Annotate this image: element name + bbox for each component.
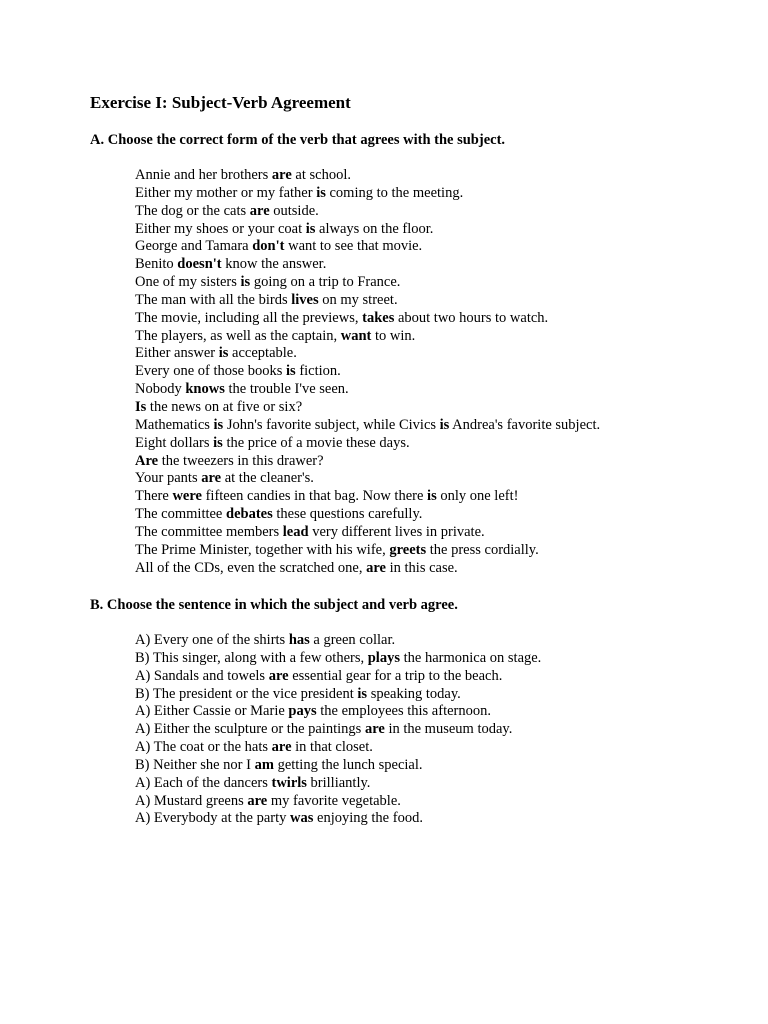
verb-answer: pays: [288, 703, 317, 720]
sentence-text: the trouble I've seen.: [224, 381, 349, 398]
sentence-text: The committee: [135, 506, 226, 523]
sentence-text: a green collar.: [309, 632, 396, 648]
verb-answer: are: [249, 202, 270, 219]
verb-answer: are: [271, 739, 292, 756]
sentence-text: the employees this afternoon.: [316, 703, 491, 720]
sentence-text: A) Either Cassie or Marie: [135, 703, 289, 720]
sentence-text: brilliantly.: [306, 774, 371, 791]
item-sentence: [135, 203, 319, 221]
item-sentence: [135, 739, 373, 757]
sentence-text: getting the lunch special.: [273, 756, 423, 773]
sentence-text: The man with all the birds: [135, 291, 292, 308]
verb-answer: Is: [135, 398, 147, 415]
verb-answer: is: [286, 363, 296, 380]
sentence-text: The players, as well as the captain,: [135, 327, 341, 344]
verb-answer: twirls: [271, 774, 307, 791]
item-sentence: [135, 292, 398, 310]
sentence-text: A) Everybody at the party: [135, 810, 291, 827]
verb-answer: is: [218, 345, 229, 362]
item-sentence: [135, 470, 314, 488]
item-sentence: [135, 650, 541, 668]
sentence-text: A) Every one of the shirts: [135, 632, 289, 648]
verb-answer: is: [357, 685, 368, 702]
verb-answer: are: [366, 559, 386, 576]
verb-answer: has: [288, 632, 310, 648]
verb-answer: want: [340, 327, 372, 344]
verb-answer: debates: [226, 506, 273, 523]
item-sentence: [135, 417, 600, 435]
sentence-text: the press cordially.: [426, 541, 539, 558]
sentence-text: the harmonica on stage.: [399, 649, 542, 666]
item-sentence: [135, 453, 324, 471]
item-sentence: [135, 399, 302, 417]
sentence-text: The Prime Minister, together with his wife,: [135, 541, 390, 558]
sentence-text: speaking today.: [367, 685, 461, 702]
item-sentence: [135, 221, 433, 239]
item-sentence: [135, 542, 539, 560]
item-sentence: [135, 810, 423, 828]
sentence-text: acceptable.: [228, 345, 297, 362]
item-sentence: [135, 345, 297, 363]
sentence-text: fiction.: [295, 363, 341, 380]
sentence-text: in that closet.: [291, 739, 373, 756]
sentence-text: going on a trip to France.: [250, 274, 401, 291]
item-sentence: [135, 775, 370, 793]
sentence-text: only one left!: [436, 488, 519, 505]
verb-answer: were: [172, 488, 202, 505]
sentence-text: A) Mustard greens: [135, 792, 248, 809]
sentence-text: about two hours to watch.: [394, 309, 549, 326]
sentence-text: in this case.: [386, 559, 458, 576]
sentence-text: Your pants: [135, 470, 202, 487]
item-sentence: [135, 560, 458, 578]
verb-answer: is: [213, 434, 223, 451]
sentence-text: on my street.: [318, 291, 398, 308]
verb-answer: lead: [282, 523, 309, 540]
item-sentence: [135, 506, 422, 524]
verb-answer: are: [364, 721, 385, 738]
sentence-text: There: [135, 488, 173, 505]
sentence-text: at the cleaner's.: [221, 470, 314, 487]
verb-answer: is: [427, 488, 437, 505]
verb-answer: lives: [291, 291, 319, 308]
item-sentence: [135, 274, 400, 292]
item-sentence: [135, 703, 491, 721]
verb-answer: are: [268, 667, 289, 684]
sentence-text: A) Either the sculpture or the paintings: [135, 721, 365, 738]
section-b-heading: B. Choose the sentence in which the subject and verb agree.: [90, 597, 458, 613]
sentence-text: The committee members: [135, 523, 283, 540]
sentence-text: The movie, including all the previews,: [135, 309, 363, 326]
verb-answer: are: [271, 167, 292, 183]
verb-answer: knows: [185, 381, 225, 398]
item-sentence: [135, 686, 461, 704]
item-sentence: [135, 721, 512, 739]
sentence-text: The dog or the cats: [135, 202, 250, 219]
sentence-text: Nobody: [135, 381, 186, 398]
verb-answer: is: [240, 274, 251, 291]
sentence-text: B) This singer, along with a few others,: [135, 649, 368, 666]
sentence-text: Either my mother or my father: [135, 184, 317, 201]
item-sentence: [135, 757, 423, 775]
item-sentence: [135, 310, 548, 328]
sentence-text: know the answer.: [221, 256, 327, 273]
verb-answer: greets: [389, 541, 427, 558]
sentence-text: One of my sisters: [135, 274, 241, 291]
item-sentence: [135, 328, 415, 346]
verb-answer: is: [316, 184, 326, 201]
sentence-text: enjoying the food.: [313, 810, 423, 827]
sentence-text: my favorite vegetable.: [267, 792, 401, 809]
sentence-text: very different lives in private.: [308, 523, 485, 540]
verb-answer: is: [305, 220, 316, 237]
sentence-text: A) The coat or the hats: [135, 739, 272, 756]
sentence-text: at school.: [291, 167, 351, 183]
verb-answer: is: [439, 416, 450, 433]
item-sentence: [135, 238, 422, 256]
sentence-text: these questions carefully.: [272, 506, 423, 523]
section-a-heading: A. Choose the correct form of the verb that agrees with the subject.: [90, 132, 506, 148]
sentence-text: Either my shoes or your coat: [135, 220, 306, 237]
sentence-text: in the museum today.: [384, 721, 513, 738]
exercise-title: Exercise I: Subject-Verb Agreement: [90, 93, 351, 112]
sentence-text: B) The president or the vice president: [135, 685, 358, 702]
sentence-text: the tweezers in this drawer?: [158, 452, 324, 469]
verb-answer: was: [290, 810, 314, 827]
verb-answer: takes: [362, 309, 395, 326]
item-sentence: [135, 524, 485, 542]
sentence-text: to win.: [371, 327, 416, 344]
item-sentence: [135, 381, 349, 399]
sentence-text: coming to the meeting.: [325, 184, 464, 201]
sentence-text: Andrea's favorite subject.: [449, 416, 601, 433]
sentence-text: want to see that movie.: [284, 238, 423, 255]
sentence-text: Every one of those books: [135, 363, 287, 380]
sentence-text: the news on at five or six?: [146, 398, 303, 415]
sentence-text: Mathematics: [135, 416, 214, 433]
item-sentence: [135, 793, 401, 811]
sentence-text: the price of a movie these days.: [222, 434, 410, 451]
verb-answer: doesn't: [177, 256, 222, 273]
item-sentence: [135, 185, 463, 203]
sentence-text: Benito: [135, 256, 178, 273]
sentence-text: John's favorite subject, while Civics: [223, 416, 440, 433]
sentence-text: fifteen candies in that bag. Now there: [201, 488, 428, 505]
item-sentence: [135, 256, 326, 274]
sentence-text: outside.: [269, 202, 319, 219]
item-sentence: [135, 363, 341, 381]
sentence-text: essential gear for a trip to the beach.: [288, 667, 503, 684]
sentence-text: George and Tamara: [135, 238, 253, 255]
item-sentence: [135, 632, 395, 650]
sentence-text: always on the floor.: [315, 220, 434, 237]
sentence-text: Eight dollars: [135, 434, 214, 451]
verb-answer: are: [247, 792, 268, 809]
verb-answer: is: [213, 416, 224, 433]
sentence-text: All of the CDs, even the scratched one,: [135, 559, 367, 576]
sentence-text: Annie and her brothers: [135, 167, 272, 183]
verb-answer: plays: [367, 649, 400, 666]
item-sentence: [135, 167, 351, 185]
item-sentence: [135, 488, 518, 506]
verb-answer: am: [254, 756, 274, 773]
sentence-text: B) Neither she nor I: [135, 756, 255, 773]
sentence-text: A) Sandals and towels: [135, 667, 269, 684]
sentence-text: A) Each of the dancers: [135, 774, 272, 791]
sentence-text: Either answer: [135, 345, 219, 362]
verb-answer: don't: [252, 238, 285, 255]
item-sentence: [135, 668, 502, 686]
verb-answer: are: [201, 470, 222, 487]
verb-answer: Are: [135, 452, 159, 469]
item-sentence: [135, 435, 410, 453]
